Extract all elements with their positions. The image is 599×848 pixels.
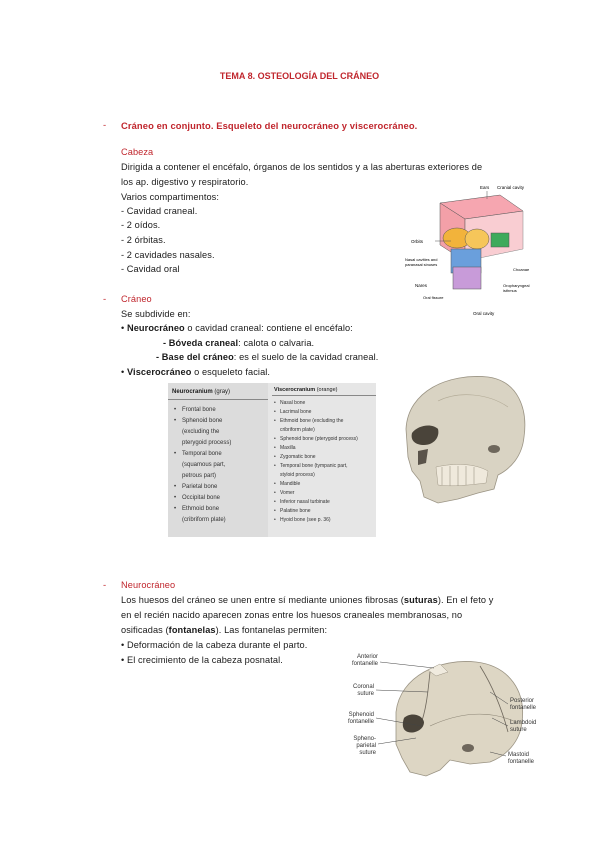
list-item: - Cavidad oral: [121, 264, 180, 274]
label-suture: suture: [357, 691, 374, 697]
term-rest: o esqueleto facial.: [191, 367, 271, 377]
visc-item: Sphenoid bone (pterygoid process): [280, 436, 358, 442]
list-item: [121, 367, 270, 377]
label-parietal: parietal: [356, 743, 376, 749]
visc-item: styloid process): [280, 472, 315, 478]
term-base: - Base del cráneo: [156, 352, 234, 362]
label-fontanelle: fontanelle: [351, 661, 378, 667]
svg-text:•: •: [274, 517, 276, 523]
svg-text:•: •: [274, 445, 276, 451]
label-isthmus: isthmus: [503, 288, 517, 293]
term-rest: : calota o calvaria.: [238, 338, 315, 348]
svg-text:•: •: [274, 400, 276, 406]
compartments-figure: [405, 183, 530, 318]
bullet-dash: -: [103, 120, 107, 131]
neuro-item: pterygoid process): [182, 440, 232, 446]
list-item: - 2 órbitas.: [121, 235, 166, 245]
neuro-item: Frontal bone: [182, 407, 216, 413]
list-item: - 2 oídos.: [121, 220, 161, 230]
label-oral-cavity: Oral cavity: [473, 311, 495, 316]
neuro-header: [172, 389, 230, 395]
label-sphenoid: Sphenoid: [348, 712, 374, 718]
paragraph-line: Dirigida a contener el encéfalo, órganos de los sentidos y a las aberturas exteriores de: [121, 162, 483, 172]
visc-item: Zygomatic bone: [280, 454, 316, 460]
visc-item: Nasal bone: [280, 400, 306, 406]
fetal-skull-figure: [330, 652, 550, 782]
sub-item: [163, 338, 314, 348]
paragraph-line: Se subdivide en:: [121, 309, 191, 319]
label-nasal: Nasal cavities and: [405, 257, 438, 262]
section-heading: Cráneo en conjunto. Esqueleto del neurocráneo y viscerocráneo.: [121, 120, 418, 131]
text-span: Los huesos del cráneo se unen entre sí mediante uniones fibrosas (: [121, 595, 404, 605]
skull-figure: [398, 371, 528, 509]
svg-text:•: •: [274, 499, 276, 505]
neuro-item: Ethmoid bone: [182, 506, 220, 512]
list-item: - 2 cavidades nasales.: [121, 250, 215, 260]
visc-item: Vomer: [280, 490, 295, 496]
section-heading: Cráneo: [121, 294, 152, 304]
visc-header-sub: (orange): [316, 387, 338, 393]
neuro-item: Temporal bone: [182, 451, 222, 457]
svg-text:•: •: [274, 409, 276, 415]
label-fontanelle: fontanelle: [347, 719, 374, 725]
term-suturas: suturas: [403, 595, 438, 605]
label-mastoid: Mastoid: [508, 752, 530, 758]
term-rest: o cavidad craneal: contiene el encéfalo:: [184, 323, 353, 333]
neuro-item: Sphenoid bone: [182, 418, 223, 424]
svg-text:•: •: [274, 418, 276, 424]
label-fontanelle: fontanelle: [510, 705, 537, 711]
page-title: TEMA 8. OSTEOLOGÍA DEL CRÁNEO: [219, 71, 380, 81]
visc-item: Lacrimal bone: [280, 409, 312, 415]
paragraph-line: en el recién nacido aparecen zonas entre los huesos craneales membranosas, no: [121, 610, 463, 620]
bullet-dash: -: [103, 580, 107, 591]
label-nares: Nares: [415, 283, 428, 288]
svg-text:•: •: [274, 481, 276, 487]
label-oropharyngeal: Oropharyngeal: [503, 283, 530, 288]
divider: [168, 399, 268, 400]
visc-item: cribriform plate): [280, 427, 315, 433]
label-cranial-cavity: Cranial cavity: [497, 185, 525, 190]
text-span: osificadas (: [121, 625, 169, 635]
term-neurocraneo: Neurocráneo: [126, 323, 185, 333]
list-item: [121, 640, 307, 650]
neuro-item: (squamous part,: [182, 462, 226, 468]
paragraph-line: los ap. digestivo y respiratorio.: [121, 177, 249, 187]
neuro-item: Occipital bone: [182, 495, 221, 501]
bone-table: [168, 383, 376, 537]
term-boveda: - Bóveda craneal: [163, 338, 239, 348]
text-span: ). En el feto y: [437, 595, 494, 605]
bullet-dot: •: [121, 640, 125, 650]
svg-text:•: •: [174, 506, 177, 512]
svg-text:•: •: [274, 463, 276, 469]
label-oral-fissure: Oral fissure: [423, 295, 444, 300]
svg-text:•: •: [174, 495, 177, 501]
visc-item: Ethmoid bone (excluding the: [280, 418, 344, 424]
label-posterior: Posterior: [510, 698, 535, 704]
term-rest: : es el suelo de la cavidad craneal.: [233, 352, 379, 362]
svg-text:•: •: [174, 418, 177, 424]
text-span: ). Las fontanelas permiten:: [215, 625, 328, 635]
svg-text:•: •: [174, 451, 177, 457]
neuro-item: (excluding the: [182, 429, 220, 435]
subheading: Cabeza: [121, 147, 154, 157]
neuro-list: [168, 401, 270, 537]
svg-text:•: •: [274, 436, 276, 442]
svg-text:•: •: [274, 454, 276, 460]
section-heading: Neurocráneo: [121, 580, 176, 590]
list-item: [121, 323, 353, 333]
list-item: - Cavidad craneal.: [121, 206, 198, 216]
bullet-dash: -: [103, 294, 107, 305]
label-orbits: Orbits: [411, 239, 424, 244]
bullet-dot: •: [121, 367, 125, 377]
visc-item: Inferior nasal turbinate: [280, 499, 330, 505]
label-lambdoid: Lambdoid: [510, 720, 537, 726]
label-fontanelle: fontanelle: [508, 759, 535, 765]
label-coronal: Coronal: [352, 684, 374, 690]
label-anterior: Anterior: [356, 654, 378, 660]
bullet-dot: •: [121, 655, 125, 665]
visc-item: Palatine bone: [280, 508, 311, 514]
svg-text:•: •: [174, 407, 177, 413]
list-item-text: Deformación de la cabeza durante el parto.: [126, 640, 308, 650]
paragraph-line: Varios compartimentos:: [121, 192, 220, 202]
visc-header-text: Viscerocranium: [274, 387, 316, 393]
paragraph-line: [121, 625, 327, 635]
label-nasal2: paranasal sinuses: [405, 262, 438, 267]
neuro-item: petrous part): [182, 473, 217, 479]
neuro-item: (cribriform plate): [182, 517, 226, 523]
visc-item: Temporal bone (tympanic part,: [280, 463, 348, 469]
list-item: [121, 655, 283, 665]
svg-text:•: •: [274, 490, 276, 496]
visc-header: [274, 387, 338, 393]
label-spheno: Spheno-: [353, 736, 376, 742]
list-item-text: El crecimiento de la cabeza posnatal.: [126, 655, 283, 665]
visc-list: [272, 395, 376, 537]
svg-text:•: •: [274, 508, 276, 514]
sub-item: [156, 352, 378, 362]
neuro-header-text: Neurocranium: [172, 389, 213, 395]
visc-item: Mandible: [280, 481, 301, 487]
term-fontanelas: fontanelas: [168, 625, 216, 635]
neuro-header-sub: (gray): [214, 389, 231, 395]
paragraph-line: [121, 595, 493, 605]
neuro-item: Parietal bone: [182, 484, 218, 490]
bullet-dot: •: [121, 323, 125, 333]
label-choanae: Choanae: [513, 267, 530, 272]
label-suture: suture: [510, 727, 527, 733]
svg-text:•: •: [174, 484, 177, 490]
term-viscerocraneo: Viscerocráneo: [126, 367, 192, 377]
label-ears: Ears: [480, 185, 490, 190]
visc-item: Maxilla: [280, 445, 296, 451]
visc-item: Hyoid bone (see p. 36): [280, 517, 331, 523]
label-suture: suture: [359, 750, 376, 756]
